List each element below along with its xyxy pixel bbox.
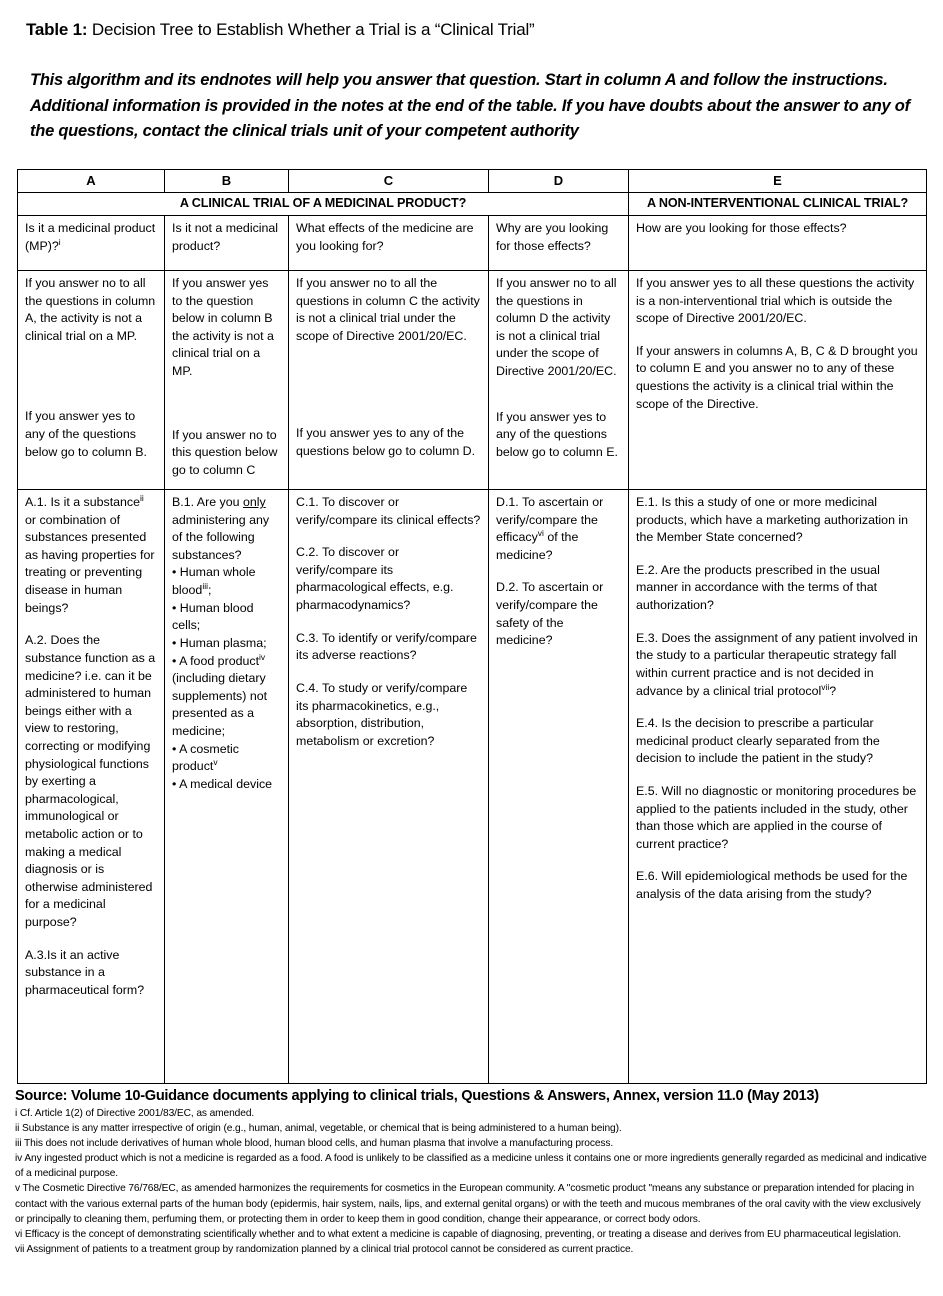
cell-c-details xyxy=(289,490,489,1084)
table-row-details xyxy=(18,490,927,1084)
footnote-marker-iii: iii xyxy=(202,580,208,591)
question-d2: D.2. To ascertain or verify/compare the safety of the medicine? xyxy=(496,580,604,648)
question-e3: E.3. Does the assignment of any patient involved in the study to a particular therapeutic strategy fall within current practice and is not decided in advance by a clinical trial protocol$^{vii}$? xyxy=(636,630,918,698)
list-item: • A medical device xyxy=(172,776,273,791)
column-letter-c: C xyxy=(289,169,489,192)
question-e2: E.2. Are the products prescribed in the usual manner in accordance with the terms of that authorization? xyxy=(636,562,880,613)
question-c4: C.4. To study or verify/compare its pharmacokinetics, e.g., absorption, distribution, metabolism or excretion? xyxy=(296,680,468,748)
question-c2: C.2. To discover or verify/compare its pharmacological effects, e.g. pharmacodynamics? xyxy=(296,545,454,613)
question-c3: C.3. To identify or verify/compare its adverse reactions? xyxy=(296,630,477,663)
question-d1: D.1. To ascertain or verify/compare the efficacy$^{vi}$ of the medicine? xyxy=(496,495,604,562)
cell-a-details xyxy=(18,490,165,1084)
b-substance-bullet-list xyxy=(172,564,282,793)
column-letter-a: A xyxy=(18,169,165,192)
endnote-v: v The Cosmetic Directive 76/768/EC, as amended harmonizes the requirements for cosmetics in the European community. A "cosmetic product "means any substance or preparation intended for placing in contact with the various external parts of the human body (epidermis, hair system, nails, lips, and external genital organs) or with the teeth and mucous membranes of the oral cavity with the view exclusively or principally to cleaning them, perfuming them, or protecting them in order to keep them in good condition, change their appearance, or correct body odors. xyxy=(15,1183,921,1225)
cell-c-answers xyxy=(289,271,489,490)
intro-paragraph: This algorithm and its endnotes will help you answer that question. Start in column A and follow the instructions. Additional information is provided in the notes at the end of the table. If you have doubts about the answer to any of the questions, contact the clinical trials unit of your competent authority xyxy=(30,71,910,141)
cell-d-question: Why are you looking for those effects? xyxy=(489,216,629,271)
column-letter-e: E xyxy=(629,169,927,192)
cell-d-details xyxy=(489,490,629,1084)
endnote-iii: iii This does not include derivatives of human whole blood, human blood cells, and human plasma that involve a manufacturing process. xyxy=(15,1138,614,1150)
question-a2: A.2. Does the substance function as a medicine? i.e. can it be administered to human beings either with a view to restoring, correcting or modifying physiological functions by exerting a pharmacological, immunological or metabolic action or to making a medical diagnosis or is otherwise administered for a medicinal purpose? xyxy=(25,633,156,930)
document-page xyxy=(0,20,943,1296)
cell-a-question xyxy=(18,216,165,271)
question-b1-pre: B.1. Are you xyxy=(172,495,243,510)
cell-b-answer-no: If you answer no to this question below go to column C xyxy=(172,427,278,477)
list-item: • A food product$^{iv}$ (including dietary supplements) not presented as a medicine; xyxy=(172,651,268,738)
cell-c-question: What effects of the medicine are you looking for? xyxy=(289,216,489,271)
table-row-answers xyxy=(18,271,927,490)
table-title-text: Decision Tree to Establish Whether a Trial is a “Clinical Trial” xyxy=(87,20,535,39)
endnotes-section xyxy=(15,1106,929,1257)
endnote-vi: vi Efficacy is the concept of demonstrating scientifically whether and to what extent a medicine is capable of diagnosing, preventing, or treating a disease and derives from EU pharmaceutical legislation. xyxy=(15,1228,902,1240)
cell-a-answer-yes: If you answer yes to any of the questions below go to column B. xyxy=(25,409,147,459)
cell-e-answer-yes: If you answer yes to all these questions the activity is a non-interventional trial which is outside the scope of Directive 2001/20/EC. xyxy=(636,276,915,326)
table-row-band-headers xyxy=(18,193,927,216)
footnote-marker-iv: iv xyxy=(259,651,266,662)
column-letter-b: B xyxy=(165,169,289,192)
question-e6: E.6. Will epidemiological methods be used for the analysis of the data arising from the study? xyxy=(636,869,908,901)
endnote-i: i Cf. Article 1(2) of Directive 2001/83/EC, as amended. xyxy=(15,1108,255,1120)
band-non-interventional: A NON-INTERVENTIONAL CLINICAL TRIAL? xyxy=(629,193,927,216)
list-item: • Human blood cells; xyxy=(172,600,254,633)
table-number-label: Table 1: xyxy=(26,20,88,39)
cell-e-answers xyxy=(629,271,927,490)
list-item: • Human plasma; xyxy=(172,635,267,650)
endnote-vii: vii Assignment of patients to a treatment group by randomization planned by a clinical trial protocol cannot be considered as current practice. xyxy=(15,1243,634,1255)
cell-d-answer-yes: If you answer yes to any of the questions below go to column E. xyxy=(496,409,618,459)
list-item: • A cosmetic product$^v$ xyxy=(172,741,240,774)
cell-d-answer-no: If you answer no to all the questions in column D the activity is not a clinical trial under the scope of Directive 2001/20/EC. xyxy=(496,276,617,379)
question-e1: E.1. Is this a study of one or more medicinal products, which have a marketing authorization in the Member State concerned? xyxy=(636,495,909,545)
question-a1-pre: A.1. Is it a substance xyxy=(25,495,141,510)
cell-a-answer-no: If you answer no to all the questions in column A, the activity is not a clinical trial on a MP. xyxy=(25,276,156,343)
cell-b-answer-yes: If you answer yes to the question below in column B the activity is not a clinical trial on a MP. xyxy=(172,276,274,379)
cell-b-question: Is it not a medicinal product? xyxy=(165,216,289,271)
cell-c-answer-no: If you answer no to all the questions in column C the activity is not a clinical trial under the scope of Directive 2001/20/EC. xyxy=(296,276,480,343)
list-item: • Human whole blood$^{iii}$; xyxy=(172,565,256,598)
source-line: Source: Volume 10-Guidance documents applying to clinical trials, Questions & Answers, Annex, version 11.0 (May 2013) xyxy=(15,1088,819,1105)
question-b1-emphasis: only xyxy=(242,495,266,510)
cell-e-question: How are you looking for those effects? xyxy=(629,216,927,271)
cell-a-answers xyxy=(18,271,165,490)
question-b1-post: administering any of the following substances? xyxy=(172,512,270,562)
footnote-marker-vii: vii xyxy=(821,681,830,692)
question-e4: E.4. Is the decision to prescribe a particular medicinal product clearly separated from the decision to include the patient in the study? xyxy=(636,716,880,766)
page-title xyxy=(26,20,943,40)
cell-e-details xyxy=(629,490,927,1084)
endnote-iv: iv Any ingested product which is not a medicine is regarded as a food. A food is unlikely to be classified as a medicine unless it contains one or more ingredients generally regarded as medicinal and indicative of a medicinal purpose. xyxy=(15,1153,927,1180)
decision-tree-table xyxy=(17,169,927,1084)
cell-d-answers xyxy=(489,271,629,490)
cell-b-answers xyxy=(165,271,289,490)
question-a1-post: or combination of substances presented as having properties for treating or preventing disease in human beings? xyxy=(25,512,155,615)
question-b1 xyxy=(172,494,282,564)
footnote-marker-vi: vi xyxy=(537,528,544,539)
footnote-marker-ii: ii xyxy=(140,492,144,503)
cell-c-answer-yes: If you answer yes to any of the questions below go to column D. xyxy=(296,426,476,459)
question-e5: E.5. Will no diagnostic or monitoring procedures be applied to the patients included in the study, other than those which are applied in the course of current practice? xyxy=(636,783,917,851)
column-letter-d: D xyxy=(489,169,629,192)
footnote-marker-v: v xyxy=(213,757,218,768)
question-a1 xyxy=(25,494,158,617)
footnote-marker-i: i xyxy=(58,236,61,247)
cell-a-question-text: Is it a medicinal product (MP)? xyxy=(25,221,156,253)
question-c1: C.1. To discover or verify/compare its clinical effects? xyxy=(296,495,481,527)
endnote-ii: ii Substance is any matter irrespective of origin (e.g., human, animal, vegetable, or chemical that is being administered to a human being). xyxy=(15,1123,622,1135)
table-row-column-letters xyxy=(18,169,927,192)
band-clinical-trial: A CLINICAL TRIAL OF A MEDICINAL PRODUCT? xyxy=(18,193,629,216)
cell-b-details xyxy=(165,490,289,1084)
question-a3: A.3.Is it an active substance in a pharmaceutical form? xyxy=(25,947,145,997)
table-row-questions xyxy=(18,216,927,271)
cell-e-answer-no: If your answers in columns A, B, C & D brought you to column E and you answer no to any of these questions the activity is a clinical trial within the scope of the Directive. xyxy=(636,343,918,411)
